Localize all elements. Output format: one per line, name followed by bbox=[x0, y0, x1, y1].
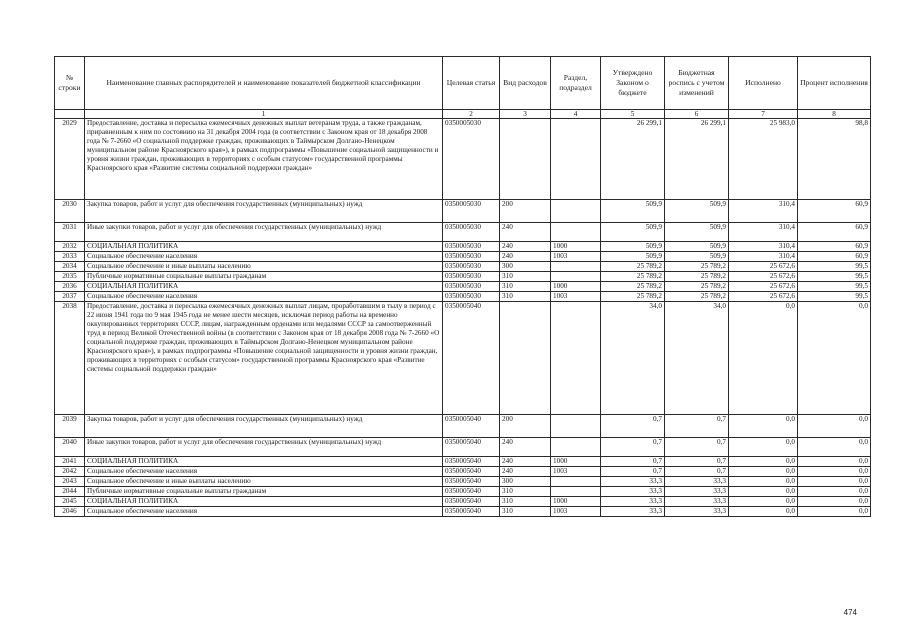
executed-amount: 310,4 bbox=[729, 242, 798, 252]
row-name: Иные закупки товаров, работ и услуг для обеспечения государственных (муниципальных) нужд bbox=[85, 223, 443, 242]
row-name: Социальное обеспечение населения bbox=[85, 252, 443, 262]
approved-amount: 0,7 bbox=[601, 467, 665, 477]
target-code: 0350005030 bbox=[443, 272, 500, 282]
approved-amount: 25 789,2 bbox=[601, 272, 665, 282]
target-code: 0350005040 bbox=[443, 497, 500, 507]
table-row bbox=[55, 119, 871, 200]
section-code bbox=[551, 415, 601, 438]
section-code: 1003 bbox=[551, 467, 601, 477]
column-number: 3 bbox=[500, 110, 551, 119]
header-kind: Вид расходов bbox=[500, 57, 551, 110]
roster-amount: 33,3 bbox=[665, 507, 729, 517]
roster-amount: 509,9 bbox=[665, 200, 729, 223]
row-number: 2037 bbox=[55, 292, 85, 302]
executed-amount: 25 672,6 bbox=[729, 292, 798, 302]
executed-amount: 25 672,6 bbox=[729, 272, 798, 282]
execution-percent: 0,0 bbox=[798, 302, 871, 415]
target-code: 0350005030 bbox=[443, 292, 500, 302]
roster-amount: 25 789,2 bbox=[665, 282, 729, 292]
target-code: 0350005040 bbox=[443, 507, 500, 517]
budget-execution-table bbox=[54, 56, 871, 517]
approved-amount: 25 789,2 bbox=[601, 262, 665, 272]
row-name: Социальное обеспечение и иные выплаты населению bbox=[85, 477, 443, 487]
table-row bbox=[55, 507, 871, 517]
row-name: Публичные нормативные социальные выплаты гражданам bbox=[85, 272, 443, 282]
table-header-row bbox=[55, 57, 871, 110]
table-row bbox=[55, 302, 871, 415]
expense-kind: 310 bbox=[500, 487, 551, 497]
row-number: 2038 bbox=[55, 302, 85, 415]
roster-amount: 509,9 bbox=[665, 223, 729, 242]
column-number: 6 bbox=[665, 110, 729, 119]
expense-kind: 200 bbox=[500, 200, 551, 223]
section-code bbox=[551, 438, 601, 457]
expense-kind: 310 bbox=[500, 272, 551, 282]
header-executed: Исполнено bbox=[729, 57, 798, 110]
target-code: 0350005040 bbox=[443, 457, 500, 467]
row-number: 2041 bbox=[55, 457, 85, 467]
section-code: 1003 bbox=[551, 252, 601, 262]
table-row bbox=[55, 497, 871, 507]
section-code: 1000 bbox=[551, 242, 601, 252]
approved-amount: 25 789,2 bbox=[601, 292, 665, 302]
row-number: 2035 bbox=[55, 272, 85, 282]
roster-amount: 33,3 bbox=[665, 487, 729, 497]
execution-percent: 0,0 bbox=[798, 477, 871, 487]
expense-kind bbox=[500, 302, 551, 415]
roster-amount: 25 789,2 bbox=[665, 292, 729, 302]
target-code: 0350005030 bbox=[443, 242, 500, 252]
row-number: 2034 bbox=[55, 262, 85, 272]
approved-amount: 33,3 bbox=[601, 487, 665, 497]
roster-amount: 0,7 bbox=[665, 415, 729, 438]
executed-amount: 25 672,6 bbox=[729, 282, 798, 292]
expense-kind: 240 bbox=[500, 438, 551, 457]
row-name: Публичные нормативные социальные выплаты гражданам bbox=[85, 487, 443, 497]
expense-kind: 310 bbox=[500, 292, 551, 302]
row-name: Закупка товаров, работ и услуг для обеспечения государственных (муниципальных) нужд bbox=[85, 415, 443, 438]
table-row bbox=[55, 242, 871, 252]
row-number: 2042 bbox=[55, 467, 85, 477]
approved-amount: 509,9 bbox=[601, 223, 665, 242]
row-number: 2040 bbox=[55, 438, 85, 457]
column-number: 7 bbox=[729, 110, 798, 119]
row-name: Социальное обеспечение и иные выплаты населению bbox=[85, 262, 443, 272]
column-number: 1 bbox=[85, 110, 443, 119]
page-number: 474 bbox=[843, 608, 857, 617]
row-number: 2031 bbox=[55, 223, 85, 242]
section-code bbox=[551, 262, 601, 272]
header-roster: Бюджетная роспись с учетом изменений bbox=[665, 57, 729, 110]
approved-amount: 34,0 bbox=[601, 302, 665, 415]
row-name: Социальное обеспечение населения bbox=[85, 467, 443, 477]
expense-kind: 300 bbox=[500, 262, 551, 272]
section-code bbox=[551, 119, 601, 200]
column-number-row bbox=[55, 110, 871, 119]
executed-amount: 310,4 bbox=[729, 200, 798, 223]
section-code bbox=[551, 487, 601, 497]
expense-kind: 300 bbox=[500, 477, 551, 487]
target-code: 0350005040 bbox=[443, 438, 500, 457]
executed-amount: 0,0 bbox=[729, 477, 798, 487]
approved-amount: 33,3 bbox=[601, 477, 665, 487]
approved-amount: 509,9 bbox=[601, 242, 665, 252]
row-name: Предоставление, доставка и пересылка ежемесячных денежных выплат лицам, проработавшим в тылу в период с 22 июня 1941 года по 9 мая 1945 года не менее шести месяцев, исключая период работы на временно оккупированных территориях СССР, лицам, награжденным орденами или медалями СССР за самоотверженный труд в период Великой Отечественной войны (в соответствии с Законом края от 18 декабря 2008 года № 7-2660 «О социальной поддержке граждан, проживающих в Таймырском Долгано-Ненецком муниципальном районе Красноярского края»), в рамках подпрограммы «Повышение социальной защищенности и уровня жизни граждан, проживающих в территориях с особым статусом» государственной программы Красноярского края «Развитие системы социальной поддержки граждан» bbox=[85, 302, 443, 415]
execution-percent: 60,9 bbox=[798, 252, 871, 262]
roster-amount: 0,7 bbox=[665, 467, 729, 477]
execution-percent: 0,0 bbox=[798, 438, 871, 457]
table-row bbox=[55, 487, 871, 497]
table-row bbox=[55, 415, 871, 438]
row-number: 2032 bbox=[55, 242, 85, 252]
target-code: 0350005040 bbox=[443, 487, 500, 497]
executed-amount: 0,0 bbox=[729, 467, 798, 477]
target-code: 0350005030 bbox=[443, 262, 500, 272]
column-number bbox=[55, 110, 85, 119]
expense-kind: 240 bbox=[500, 252, 551, 262]
section-code: 1000 bbox=[551, 282, 601, 292]
header-row-no: № строки bbox=[55, 57, 85, 110]
row-name: Социальное обеспечение населения bbox=[85, 507, 443, 517]
execution-percent: 0,0 bbox=[798, 467, 871, 477]
execution-percent: 0,0 bbox=[798, 497, 871, 507]
executed-amount: 0,0 bbox=[729, 415, 798, 438]
table-row bbox=[55, 223, 871, 242]
section-code bbox=[551, 477, 601, 487]
executed-amount: 0,0 bbox=[729, 302, 798, 415]
expense-kind: 240 bbox=[500, 457, 551, 467]
executed-amount: 0,0 bbox=[729, 438, 798, 457]
row-number: 2044 bbox=[55, 487, 85, 497]
expense-kind bbox=[500, 119, 551, 200]
approved-amount: 26 299,1 bbox=[601, 119, 665, 200]
executed-amount: 0,0 bbox=[729, 507, 798, 517]
target-code: 0350005030 bbox=[443, 252, 500, 262]
column-number: 5 bbox=[601, 110, 665, 119]
execution-percent: 99,5 bbox=[798, 262, 871, 272]
expense-kind: 240 bbox=[500, 223, 551, 242]
table-row bbox=[55, 200, 871, 223]
execution-percent: 60,9 bbox=[798, 200, 871, 223]
executed-amount: 0,0 bbox=[729, 457, 798, 467]
execution-percent: 99,5 bbox=[798, 292, 871, 302]
roster-amount: 33,3 bbox=[665, 497, 729, 507]
roster-amount: 509,9 bbox=[665, 252, 729, 262]
target-code: 0350005030 bbox=[443, 282, 500, 292]
header-section: Раздел, подраздел bbox=[551, 57, 601, 110]
target-code: 0350005030 bbox=[443, 223, 500, 242]
execution-percent: 60,9 bbox=[798, 242, 871, 252]
row-name: Закупка товаров, работ и услуг для обеспечения государственных (муниципальных) нужд bbox=[85, 200, 443, 223]
section-code: 1003 bbox=[551, 292, 601, 302]
section-code bbox=[551, 302, 601, 415]
row-number: 2039 bbox=[55, 415, 85, 438]
table-row bbox=[55, 438, 871, 457]
row-name: Предоставление, доставка и пересылка ежемесячных денежных выплат ветеранам труда, а также гражданам, приравненным к ним по состоянию на 31 декабря 2004 года (в соответствии с Законом края от 18 декабря 2008 года № 7-2660 «О социальной поддержке граждан, проживающих в Таймырском Долгано-Ненецком муниципальном районе Красноярского края»), в рамках подпрограммы «Повышение социальной защищенности и уровня жизни граждан, проживающих в территориях с особым статусом» государственной программы Красноярского края «Развитие системы социальной поддержки граждан» bbox=[85, 119, 443, 200]
execution-percent: 0,0 bbox=[798, 457, 871, 467]
approved-amount: 509,9 bbox=[601, 252, 665, 262]
section-code bbox=[551, 272, 601, 282]
roster-amount: 26 299,1 bbox=[665, 119, 729, 200]
table-row bbox=[55, 467, 871, 477]
expense-kind: 310 bbox=[500, 282, 551, 292]
target-code: 0350005030 bbox=[443, 200, 500, 223]
table-row bbox=[55, 272, 871, 282]
execution-percent: 98,8 bbox=[798, 119, 871, 200]
roster-amount: 25 789,2 bbox=[665, 262, 729, 272]
column-number: 8 bbox=[798, 110, 871, 119]
execution-percent: 0,0 bbox=[798, 487, 871, 497]
row-number: 2046 bbox=[55, 507, 85, 517]
row-name: СОЦИАЛЬНАЯ ПОЛИТИКА bbox=[85, 497, 443, 507]
section-code: 1000 bbox=[551, 457, 601, 467]
expense-kind: 240 bbox=[500, 467, 551, 477]
row-name: Социальное обеспечение населения bbox=[85, 292, 443, 302]
header-percent: Процент исполнения bbox=[798, 57, 871, 110]
row-number: 2043 bbox=[55, 477, 85, 487]
approved-amount: 0,7 bbox=[601, 438, 665, 457]
expense-kind: 310 bbox=[500, 507, 551, 517]
roster-amount: 0,7 bbox=[665, 457, 729, 467]
section-code bbox=[551, 223, 601, 242]
column-number: 2 bbox=[443, 110, 500, 119]
table-row bbox=[55, 282, 871, 292]
row-number: 2029 bbox=[55, 119, 85, 200]
target-code: 0350005040 bbox=[443, 467, 500, 477]
executed-amount: 0,0 bbox=[729, 487, 798, 497]
approved-amount: 509,9 bbox=[601, 200, 665, 223]
row-number: 2045 bbox=[55, 497, 85, 507]
target-code: 0350005040 bbox=[443, 477, 500, 487]
column-number: 4 bbox=[551, 110, 601, 119]
execution-percent: 99,5 bbox=[798, 282, 871, 292]
approved-amount: 0,7 bbox=[601, 457, 665, 467]
table-row bbox=[55, 262, 871, 272]
row-number: 2036 bbox=[55, 282, 85, 292]
header-name: Наименование главных распорядителей и наименование показателей бюджетной классификации bbox=[85, 57, 443, 110]
row-name: Иные закупки товаров, работ и услуг для обеспечения государственных (муниципальных) нужд bbox=[85, 438, 443, 457]
row-name: СОЦИАЛЬНАЯ ПОЛИТИКА bbox=[85, 457, 443, 467]
executed-amount: 310,4 bbox=[729, 252, 798, 262]
section-code: 1000 bbox=[551, 497, 601, 507]
roster-amount: 25 789,2 bbox=[665, 272, 729, 282]
expense-kind: 200 bbox=[500, 415, 551, 438]
target-code: 0350005030 bbox=[443, 119, 500, 200]
section-code: 1003 bbox=[551, 507, 601, 517]
roster-amount: 33,3 bbox=[665, 477, 729, 487]
executed-amount: 310,4 bbox=[729, 223, 798, 242]
row-number: 2033 bbox=[55, 252, 85, 262]
expense-kind: 240 bbox=[500, 242, 551, 252]
executed-amount: 25 983,0 bbox=[729, 119, 798, 200]
table-row bbox=[55, 292, 871, 302]
roster-amount: 34,0 bbox=[665, 302, 729, 415]
roster-amount: 0,7 bbox=[665, 438, 729, 457]
executed-amount: 0,0 bbox=[729, 497, 798, 507]
table-row bbox=[55, 477, 871, 487]
executed-amount: 25 672,6 bbox=[729, 262, 798, 272]
target-code: 0350005040 bbox=[443, 302, 500, 415]
table-body bbox=[55, 119, 871, 517]
execution-percent: 60,9 bbox=[798, 223, 871, 242]
table-row bbox=[55, 457, 871, 467]
row-number: 2030 bbox=[55, 200, 85, 223]
execution-percent: 0,0 bbox=[798, 415, 871, 438]
header-approved: Утверждено Законом о бюджете bbox=[601, 57, 665, 110]
expense-kind: 310 bbox=[500, 497, 551, 507]
approved-amount: 25 789,2 bbox=[601, 282, 665, 292]
table-row bbox=[55, 252, 871, 262]
approved-amount: 0,7 bbox=[601, 415, 665, 438]
execution-percent: 0,0 bbox=[798, 507, 871, 517]
section-code bbox=[551, 200, 601, 223]
row-name: СОЦИАЛЬНАЯ ПОЛИТИКА bbox=[85, 282, 443, 292]
approved-amount: 33,3 bbox=[601, 497, 665, 507]
roster-amount: 509,9 bbox=[665, 242, 729, 252]
approved-amount: 33,3 bbox=[601, 507, 665, 517]
row-name: СОЦИАЛЬНАЯ ПОЛИТИКА bbox=[85, 242, 443, 252]
target-code: 0350005040 bbox=[443, 415, 500, 438]
execution-percent: 99,5 bbox=[798, 272, 871, 282]
header-target: Целевая статья bbox=[443, 57, 500, 110]
